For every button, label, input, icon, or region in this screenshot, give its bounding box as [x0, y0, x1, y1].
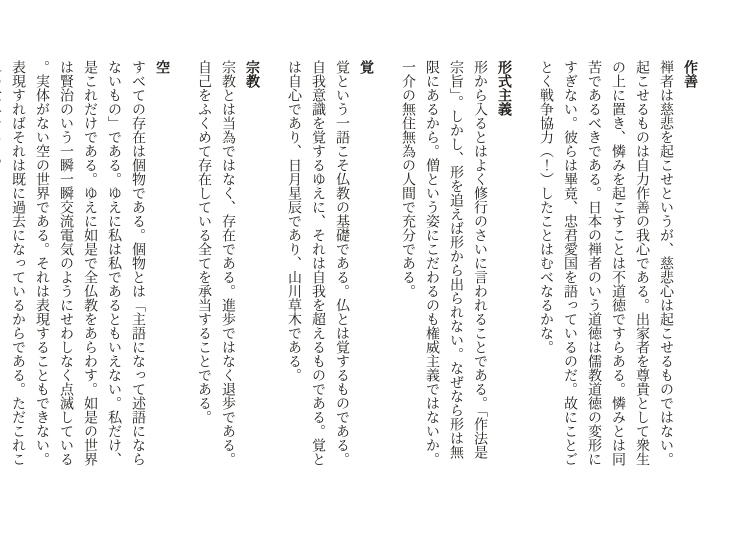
text-column: すべての存在は個物である。個物とは「主語になって述語になら — [130, 60, 145, 466]
text-column: 表現すればそれは既に過去になっているからである。ただこれこ — [10, 60, 25, 466]
text-column: 起こせるものは自力作善の我心である。出家者を尊貴として衆生 — [634, 60, 649, 466]
text-column: 覚という一語こそ仏教の基礎である。仏とは覚するものである。 — [334, 60, 349, 466]
section-ku — [0, 60, 191, 466]
text-column: の上に置き、憐みを起こすことは不道徳ですらある。憐みとは同 — [610, 60, 625, 466]
section-title-keishiki-shugi: 形式主義 — [496, 60, 511, 116]
text-column: ないもの」である。ゆえに私は私であるともいえない。私だけ、 — [106, 60, 121, 466]
text-column: 形から入るとはよく修行のさいに言われることである。「作法是 — [472, 60, 487, 459]
vertical-text-flow — [0, 60, 719, 466]
section-title-shukyo: 宗教 — [244, 60, 259, 88]
text-column: 一介の無住無為の人間で充分である。 — [400, 60, 415, 298]
text-column: は自心であり、日月星辰であり、山川草木である。 — [286, 60, 301, 382]
section-shukyo — [191, 60, 281, 466]
text-column: 苦であるべきである。日本の禅者のいう道徳は儒教道徳の変形に — [586, 60, 601, 466]
text-column: とく戦争協力（！）したことはむべなるかな。 — [538, 60, 553, 354]
section-kaku — [281, 60, 395, 466]
text-column: は賢治のいう一瞬一瞬交流電気のようにせわしなく点滅している — [58, 60, 73, 466]
section-title-kaku: 覚 — [358, 60, 373, 74]
text-column: 宗旨」。しかし、形を追えば形から出られない。なぜなら形は無 — [448, 60, 463, 459]
section-sakuzen — [533, 60, 719, 466]
text-column: 。実体がない空の世界である。それは表現することもできない。 — [34, 60, 49, 466]
section-title-ku: 空 — [154, 60, 169, 74]
section-keishiki-shugi — [395, 60, 533, 466]
text-column: 宗教とは当為ではなく、存在である。進歩ではなく退歩である。 — [220, 60, 235, 466]
text-column: 自我意識を覚するゆえに、それは自我を超えるものである。覚と — [310, 60, 325, 466]
text-column: 自己をふくめて存在している全てを承当することである。 — [196, 60, 211, 424]
section-title-sakuzen: 作善 — [682, 60, 697, 88]
text-column: すぎない。彼らは畢竟、忠君愛国を語っているのだ。故にことご — [562, 60, 577, 466]
text-column: 是これだけである。ゆえに如是で全仏教をあらわす。如是の世界 — [82, 60, 97, 466]
text-column: 禅者は慈悲を起こせというが、慈悲心は起こせるものではない。 — [658, 60, 673, 466]
text-column: 限にあるから。僧という姿にこだわるのも権威主義ではないか。 — [424, 60, 439, 466]
